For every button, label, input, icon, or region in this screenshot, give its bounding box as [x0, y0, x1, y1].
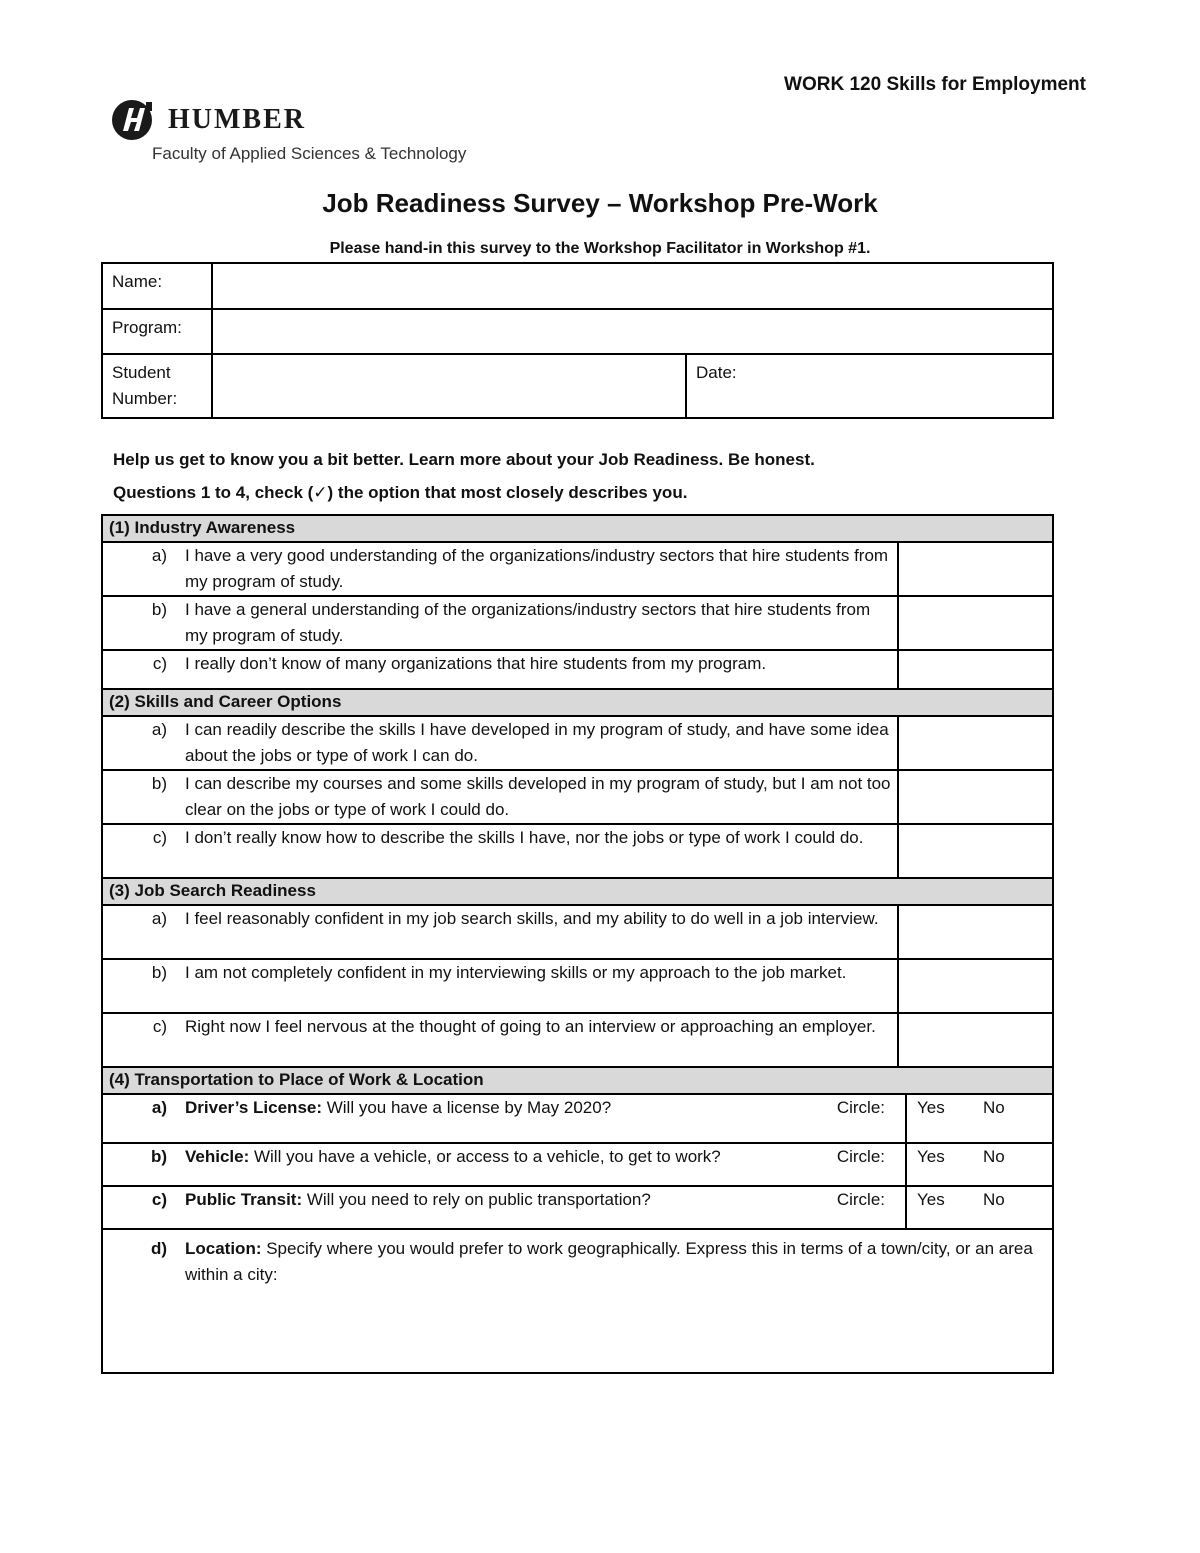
program-label: Program: — [102, 309, 212, 354]
name-field[interactable] — [212, 263, 1053, 309]
option-letter: b) — [151, 774, 167, 793]
circle-label: Circle: — [836, 1098, 885, 1117]
option-letter: b) — [151, 963, 167, 982]
check-box[interactable] — [898, 1013, 1053, 1067]
yes-no-cell[interactable] — [906, 1186, 1053, 1229]
yes-option[interactable]: Yes — [917, 1147, 945, 1166]
section-heading: (4) Transportation to Place of Work & Location — [102, 1067, 1053, 1094]
check-box[interactable] — [898, 596, 1053, 650]
program-field[interactable] — [212, 309, 1053, 354]
hand-in-instruction: Please hand-in this survey to the Workshop Facilitator in Workshop #1. — [329, 240, 871, 257]
item-label: Vehicle: — [185, 1147, 250, 1166]
check-box[interactable] — [898, 770, 1053, 824]
option-row — [102, 542, 898, 596]
option-letter: c) — [152, 1017, 167, 1036]
option-text: I can readily describe the skills I have developed in my program of study, and have some idea about the jobs or type of work I can do. — [185, 720, 889, 765]
logo-wordmark: HUMBER — [168, 104, 306, 135]
option-letter: a) — [151, 1098, 167, 1117]
questions-intro-suffix: ) the option that most closely describes you. — [327, 483, 688, 502]
option-row — [102, 959, 898, 1013]
option-letter: b) — [151, 600, 167, 619]
location-text: Specify where you would prefer to work geographically. Express this in terms of a town/city, or an area within a city: — [185, 1239, 1033, 1284]
section-heading: (3) Job Search Readiness — [102, 878, 1053, 905]
section-heading: (2) Skills and Career Options — [102, 689, 1053, 716]
option-letter: c) — [151, 1190, 167, 1209]
student-info-table — [101, 262, 1054, 419]
option-row — [102, 905, 898, 959]
transport-row — [102, 1143, 906, 1186]
option-letter: c) — [152, 654, 167, 673]
help-text: Help us get to know you a bit better. Learn more about your Job Readiness. Be honest. — [113, 450, 815, 469]
check-box[interactable] — [898, 824, 1053, 878]
faculty-name: Faculty of Applied Sciences & Technology — [152, 144, 467, 163]
check-box[interactable] — [898, 959, 1053, 1013]
location-row[interactable] — [102, 1229, 1053, 1373]
yes-option[interactable]: Yes — [917, 1098, 945, 1117]
name-label: Name: — [102, 263, 212, 309]
checkmark-icon: ✓ — [313, 483, 328, 502]
location-label: Location: — [185, 1239, 262, 1258]
check-box[interactable] — [898, 542, 1053, 596]
option-letter: a) — [151, 720, 167, 739]
circle-label: Circle: — [836, 1147, 885, 1166]
option-row — [102, 650, 898, 689]
item-text: Will you have a license by May 2020? — [322, 1098, 612, 1117]
option-text: I feel reasonably confident in my job search skills, and my ability to do well in a job interview. — [185, 909, 879, 928]
no-option[interactable]: No — [983, 1190, 1005, 1209]
option-letter: b) — [150, 1147, 167, 1166]
item-text: Will you have a vehicle, or access to a vehicle, to get to work? — [249, 1147, 721, 1166]
option-row — [102, 1013, 898, 1067]
option-row — [102, 824, 898, 878]
no-option[interactable]: No — [983, 1098, 1005, 1117]
course-title: WORK 120 Skills for Employment — [784, 74, 1086, 95]
item-label: Driver’s License: — [185, 1098, 323, 1117]
humber-emblem-icon — [110, 98, 154, 142]
option-text: I am not completely confident in my interviewing skills or my approach to the job market. — [185, 963, 847, 982]
transport-row — [102, 1186, 906, 1229]
yes-option[interactable]: Yes — [917, 1190, 945, 1209]
option-text: Right now I feel nervous at the thought of going to an interview or approaching an employer. — [185, 1017, 876, 1036]
option-text: I have a very good understanding of the organizations/industry sectors that hire students from my program of study. — [185, 546, 889, 591]
check-box[interactable] — [898, 905, 1053, 959]
check-box[interactable] — [898, 650, 1053, 689]
student-number-label: Student Number: — [102, 354, 212, 418]
student-number-field[interactable] — [212, 354, 686, 418]
date-field[interactable] — [686, 354, 1053, 418]
option-row — [102, 770, 898, 824]
questions-intro — [113, 483, 687, 503]
section-heading: (1) Industry Awareness — [102, 515, 1053, 542]
transport-row — [102, 1094, 906, 1143]
date-label: Date: — [696, 363, 737, 382]
option-text: I can describe my courses and some skills developed in my program of study, but I am not too clear on the jobs or type of work I could do. — [185, 774, 891, 819]
item-label: Public Transit: — [185, 1190, 303, 1209]
option-text: I have a general understanding of the organizations/industry sectors that hire students from my program of study. — [185, 600, 871, 645]
yes-no-cell[interactable] — [906, 1143, 1053, 1186]
yes-no-cell[interactable] — [906, 1094, 1053, 1143]
option-letter: a) — [151, 909, 167, 928]
no-option[interactable]: No — [983, 1147, 1005, 1166]
option-row — [102, 716, 898, 770]
option-row — [102, 596, 898, 650]
page-title: Job Readiness Survey – Workshop Pre-Work — [322, 188, 878, 218]
option-text: I don’t really know how to describe the skills I have, nor the jobs or type of work I could do. — [185, 828, 864, 847]
circle-label: Circle: — [836, 1190, 885, 1209]
option-letter: d) — [150, 1239, 167, 1258]
option-text: I really don’t know of many organizations that hire students from my program. — [185, 654, 767, 673]
questions-intro-prefix: Questions 1 to 4, check ( — [113, 483, 314, 502]
check-box[interactable] — [898, 716, 1053, 770]
option-letter: c) — [152, 828, 167, 847]
option-letter: a) — [151, 546, 167, 565]
humber-logo — [110, 98, 490, 168]
survey-table — [101, 514, 1054, 1374]
item-text: Will you need to rely on public transportation? — [302, 1190, 651, 1209]
